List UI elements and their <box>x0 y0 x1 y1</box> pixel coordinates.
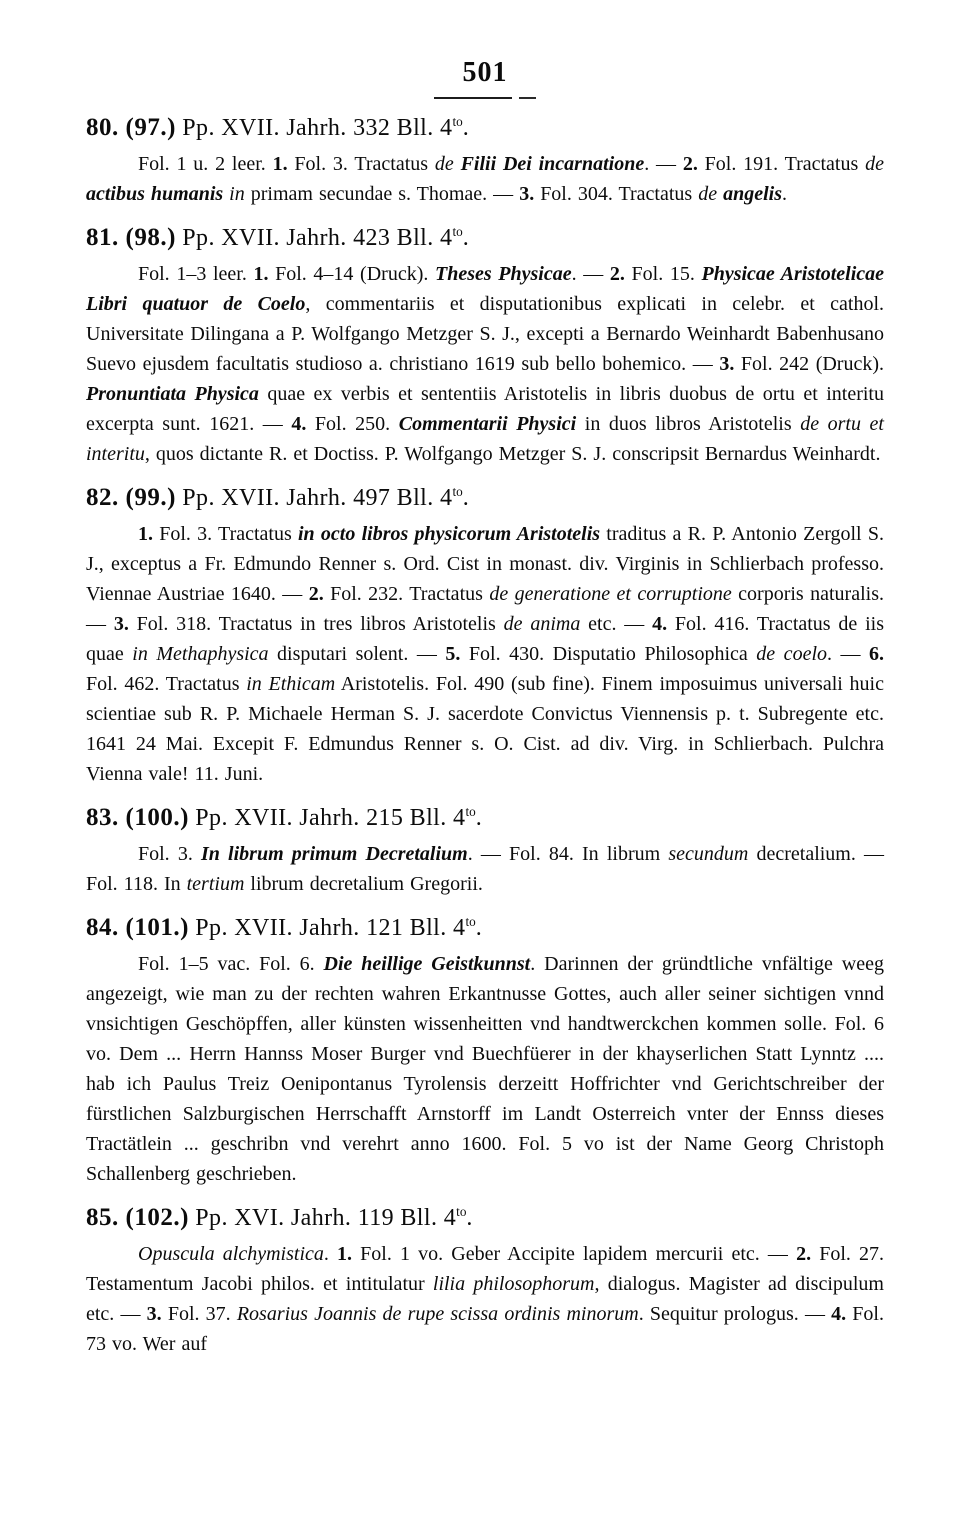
entry-heading <box>86 112 884 144</box>
text-run: Aristotelis. Fol. 490 (sub fine). Finem imposuimus universali huic scientiae sub R. P. Michaele Herman S. J. sacerdote Convictus Viennensis p. t. Subregente etc. 1641 24 Mai. Excepit F. Edmundus Renner s. O. Cist. ad div. Virg. in Schlierbach. Pulchra Vienna vale! 11. Juni. <box>86 673 884 785</box>
text-run: Fol. 232. Tractatus <box>323 583 490 605</box>
text-run: angelis <box>723 183 783 205</box>
text-run: Fol. 3. <box>138 843 201 865</box>
text-run: 4. <box>652 613 668 635</box>
entry-heading <box>86 912 884 944</box>
text-run: 80. (97.) <box>86 114 176 141</box>
text-run: Filii Dei incarnatione <box>460 153 645 175</box>
entry-heading <box>86 482 884 514</box>
text-run: in duos libros Aristotelis <box>576 413 801 435</box>
text-run: corporis naturalis. — <box>86 583 884 635</box>
entry-heading <box>86 802 884 834</box>
entry-body <box>86 949 884 1189</box>
text-run: 3. <box>146 1303 162 1325</box>
text-run: Fol. 3. Tractatus <box>287 153 435 175</box>
text-run: Fol. 430. Disputatio Philosophica <box>460 643 757 665</box>
text-run: Fol. 15. <box>624 263 702 285</box>
text-run: Fol. 1 u. 2 leer. <box>138 153 273 175</box>
text-run: in <box>223 183 245 205</box>
text-run: 2. <box>609 263 625 285</box>
text-run: 6. <box>869 643 885 665</box>
text-run: Fol. 462. Tractatus <box>86 673 247 695</box>
text-run: , commentariis et disputationibus explicati in celebr. et cathol. Universitate Dilingana a P. Wolfgango Metzger S. J., excepti a Bernardo Weinhardt Babenhusano Suevo ejusdem facultatis studioso a. christiano 1619 sub bello bohemico. — <box>86 293 884 375</box>
text-run: . <box>462 225 470 251</box>
text-run: Pp. XVII. Jahrh. 332 Bll. 4 <box>175 115 453 141</box>
entry-body <box>86 149 884 209</box>
text-run: 1. <box>253 263 269 285</box>
text-run: , dialogus. Magister ad discipulum etc. — <box>86 1273 884 1325</box>
catalog-entry-82 <box>86 482 884 789</box>
text-run: Commentarii Physici <box>398 413 577 435</box>
text-run: . — Fol. 84. In librum <box>467 843 669 865</box>
text-run: Fol. 416. Tractatus de iis quae <box>86 613 884 665</box>
text-run: 81. (98.) <box>86 224 176 251</box>
entries-container <box>86 112 884 1359</box>
text-run: lilia philosophorum <box>432 1273 595 1295</box>
text-run: . — <box>571 263 610 285</box>
text-run: Rosarius Joannis de rupe scissa ordinis minorum <box>236 1303 639 1325</box>
text-run: . <box>475 805 483 831</box>
text-run: tertium <box>186 873 245 895</box>
text-run: . <box>782 183 788 205</box>
text-run: de generatione et corruptione <box>489 583 732 605</box>
text-run: to <box>465 804 476 819</box>
text-run: Fol. 191. Tractatus <box>697 153 866 175</box>
text-run: Pp. XVII. Jahrh. 497 Bll. 4 <box>175 485 453 511</box>
entry-heading <box>86 222 884 254</box>
text-run: Pp. XVII. Jahrh. 121 Bll. 4 <box>188 915 466 941</box>
header-rule <box>86 97 884 99</box>
text-run: etc. — <box>580 613 653 635</box>
text-run: , quos dictante R. et Doctiss. P. Wolfgango Metzger S. J. conscripsit Bernardus Weinhardt. <box>144 443 881 465</box>
text-run: 3. <box>719 353 735 375</box>
text-run: . <box>462 115 470 141</box>
text-run: to <box>456 1204 467 1219</box>
text-run: primam secundae s. Thomae. — <box>244 183 520 205</box>
text-run: . <box>323 1243 338 1265</box>
text-run: 2. <box>796 1243 812 1265</box>
text-run: In librum primum Decretalium <box>201 843 468 865</box>
text-run: Pronuntiata Physica <box>86 383 259 405</box>
text-run: in Ethicam <box>246 673 336 695</box>
text-run: to <box>465 914 476 929</box>
text-run: Opuscula alchymistica <box>138 1243 324 1265</box>
text-run: Die heillige Geistkunnst <box>323 953 531 975</box>
text-run: in Methaphysica <box>132 643 269 665</box>
entry-body <box>86 839 884 899</box>
entry-body <box>86 1239 884 1359</box>
text-run: . — <box>827 643 870 665</box>
text-run: 4. <box>291 413 307 435</box>
page-header <box>86 58 884 99</box>
catalog-entry-80 <box>86 112 884 209</box>
text-run: . <box>466 1205 473 1231</box>
text-run: librum decretalium Gregorii. <box>244 873 483 895</box>
text-run: Pp. XVII. Jahrh. 423 Bll. 4 <box>175 225 453 251</box>
text-run: Fol. 1 vo. Geber Accipite lapidem mercurii etc. — <box>352 1243 797 1265</box>
text-run: de ortu et interitu <box>86 413 884 465</box>
text-run: Fol. 4–14 (Druck). <box>268 263 435 285</box>
text-run: Pp. XVI. Jahrh. 119 Bll. 4 <box>188 1205 457 1231</box>
text-run: to <box>452 484 463 499</box>
text-run: 1. <box>138 523 153 545</box>
text-run: 83. (100.) <box>86 804 189 831</box>
text-run: de <box>698 183 724 205</box>
text-run: 82. (99.) <box>86 484 176 511</box>
text-run: quae ex verbis et sententiis Aristotelis in libris duobus de ortu et interitu excerpta sunt. 1621. — <box>86 383 884 435</box>
text-run: . <box>462 485 470 511</box>
text-run: Fol. 27. Testamentum Jacobi philos. et intitulatur <box>86 1243 885 1295</box>
text-run: traditus a R. P. Antonio Zergoll S. J., exceptus a Fr. Edmundo Renner s. Ord. Cist in monast. div. Virginis in Schlierbach professo. Viennae Austriae 1640. — <box>86 523 884 605</box>
text-run: 3. <box>113 613 129 635</box>
text-run: de <box>865 153 884 175</box>
text-run: Fol. 250. <box>306 413 399 435</box>
text-run: Fol. 3. Tractatus <box>153 523 298 545</box>
text-run: de anima <box>503 613 581 635</box>
text-run: to <box>452 114 463 129</box>
text-run: 4. <box>831 1303 847 1325</box>
text-run: 2. <box>308 583 324 605</box>
text-run: Fol. 318. Tractatus in tres libros Aristotelis <box>128 613 504 635</box>
text-run: 2. <box>682 153 698 175</box>
catalog-entry-81 <box>86 222 884 469</box>
text-run: 85. (102.) <box>86 1204 189 1231</box>
catalog-entry-84 <box>86 912 884 1189</box>
text-run: secundum <box>668 843 749 865</box>
text-run: de <box>434 153 461 175</box>
text-run: actibus humanis <box>86 183 224 205</box>
text-run: 1. <box>272 153 288 175</box>
text-run: Fol. 304. Tractatus <box>534 183 699 205</box>
catalog-entry-85 <box>86 1202 884 1359</box>
header-rule-short-segment <box>519 97 536 99</box>
text-run: Fol. 242 (Druck). <box>734 353 885 375</box>
text-run: Pp. XVII. Jahrh. 215 Bll. 4 <box>188 805 466 831</box>
text-run: decretalium. — Fol. 118. In <box>86 843 885 895</box>
text-run: Fol. 37. <box>161 1303 237 1325</box>
text-run: 84. (101.) <box>86 914 189 941</box>
text-run: Theses Physicae <box>435 263 572 285</box>
text-run: Fol. 1–3 leer. <box>138 263 254 285</box>
text-run: 1. <box>337 1243 353 1265</box>
entry-heading <box>86 1202 884 1234</box>
text-run: disputari solent. — <box>268 643 446 665</box>
text-run: . Darinnen der gründtliche vnfältige weeg angezeigt, wie man zu der rechten wahren Erkantnusse Gottes, auch aller seiner sichtigen vnnd vnsichtigen Geschöpffen, aller künsten wissenheitten vnd handtwerckchen kommen solle. Fol. 6 vo. Dem ... Herrn Hannss Moser Burger vnd Buechfüerer in der khayserlichen Statt Lynntz .... hab ich Paulus Treiz Oenipontanus Tyrolensis derzeitt Hoffrichter vnd Gerichtschreiber der fürstlichen Salzburgischen Herrschafft Arnstorff im Landt Osterreich vnter der Ennss dieses Tractätlein ... geschribn vnd verehrt anno 1600. Fol. 5 vo ist der Name Georg Christoph Schallenberg geschrieben. <box>86 953 884 1185</box>
text-run: to <box>452 224 463 239</box>
entry-body <box>86 519 884 789</box>
text-run: . <box>475 915 483 941</box>
text-run: de coelo <box>756 643 827 665</box>
text-run: 3. <box>519 183 535 205</box>
catalog-entry-83 <box>86 802 884 899</box>
text-run: Fol. 73 vo. Wer auf <box>86 1303 884 1355</box>
page-number: 501 <box>462 57 508 88</box>
header-rule-long-segment <box>434 97 512 99</box>
text-run: Physicae Aristotelicae Libri quatuor de Coelo <box>86 263 885 315</box>
text-run: 5. <box>445 643 461 665</box>
text-run: . — <box>644 153 683 175</box>
text-run: in octo libros physicorum Aristotelis <box>298 523 601 545</box>
entry-body <box>86 259 884 469</box>
text-run: . Sequitur prologus. — <box>638 1303 832 1325</box>
text-run: Fol. 1–5 vac. Fol. 6. <box>138 953 324 975</box>
